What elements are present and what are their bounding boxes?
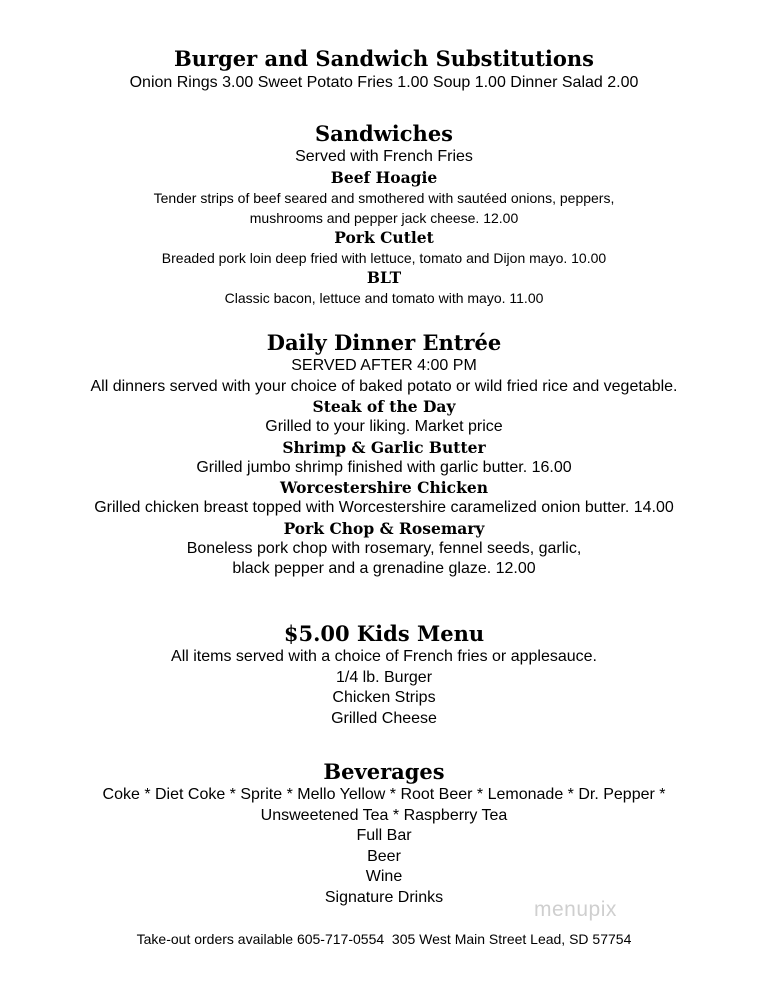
beverage-line: Full Bar [356, 827, 412, 844]
substitutions-line: Onion Rings 3.00 Sweet Potato Fries 1.00 Soup 1.00 Dinner Salad 2.00 [129, 74, 639, 91]
menu-item-desc: Grilled chicken breast topped with Worcestershire caramelized onion butter. 14.00 [94, 499, 674, 516]
menu-item-desc: black pepper and a grenadine glaze. 12.00 [232, 560, 536, 577]
dinner-section [0, 330, 768, 580]
menu-item-desc: Grilled jumbo shrimp finished with garlic butter. 16.00 [196, 458, 572, 476]
dinner-served-after: SERVED AFTER 4:00 PM [291, 357, 477, 374]
menu-item-desc: Breaded pork loin deep fried with lettuce, tomato and Dijon mayo. 10.00 [161, 249, 607, 266]
kids-item: Grilled Cheese [331, 709, 437, 727]
beverage-line: Beer [367, 847, 401, 865]
kids-note: All items served with a choice of French fries or applesauce. [171, 648, 597, 665]
beverage-line: Wine [365, 868, 403, 885]
kids-title: $5.00 Kids Menu [283, 621, 485, 646]
footer [0, 930, 768, 948]
dinner-note: All dinners served with your choice of baked potato or wild fried rice and vegetable. [90, 377, 678, 395]
substitutions-title: Burger and Sandwich Substitutions [174, 46, 594, 71]
menupix-watermark: menupix [534, 898, 617, 921]
menu-item-desc: Boneless pork chop with rosemary, fennel seeds, garlic, [186, 539, 582, 557]
menu-item-desc: Grilled to your liking. Market price [265, 418, 503, 435]
sandwiches-title: Sandwiches [314, 121, 454, 146]
footer-text: Take-out orders available 605-717-0554 305 West Main Street Lead, SD 57754 [136, 931, 632, 947]
kids-item: Chicken Strips [332, 689, 436, 706]
menu-item-name: Shrimp & Garlic Butter [282, 437, 486, 457]
menu-item-desc: Tender strips of beef seared and smothered with sautéed onions, peppers, [153, 189, 615, 206]
menu-item-name: Pork Chop & Rosemary [283, 518, 485, 538]
beverage-line: Signature Drinks [324, 888, 444, 906]
beverages-title: Beverages [323, 759, 445, 784]
menu-item-name: Steak of the Day [312, 397, 456, 416]
substitutions-section [0, 46, 768, 94]
beverage-line: Unsweetened Tea * Raspberry Tea [260, 806, 508, 824]
menu-item-name: BLT [366, 267, 402, 287]
sandwiches-section [0, 121, 768, 308]
dinner-title: Daily Dinner Entrée [266, 330, 502, 355]
beverage-line: Coke * Diet Coke * Sprite * Mello Yellow * Root Beer * Lemonade * Dr. Pepper * [102, 786, 666, 803]
menu-item-name: Worcestershire Chicken [280, 478, 488, 497]
menu-item-name: Pork Cutlet [334, 227, 434, 247]
menu-item-desc: mushrooms and pepper jack cheese. 12.00 [249, 209, 519, 226]
menu-item-desc: Classic bacon, lettuce and tomato with mayo. 11.00 [224, 289, 544, 306]
sandwiches-subtitle: Served with French Fries [295, 148, 473, 165]
kids-item: 1/4 lb. Burger [335, 668, 433, 686]
menu-item-name: Beef Hoagie [330, 167, 438, 187]
kids-section [0, 621, 768, 729]
beverages-section [0, 759, 768, 908]
